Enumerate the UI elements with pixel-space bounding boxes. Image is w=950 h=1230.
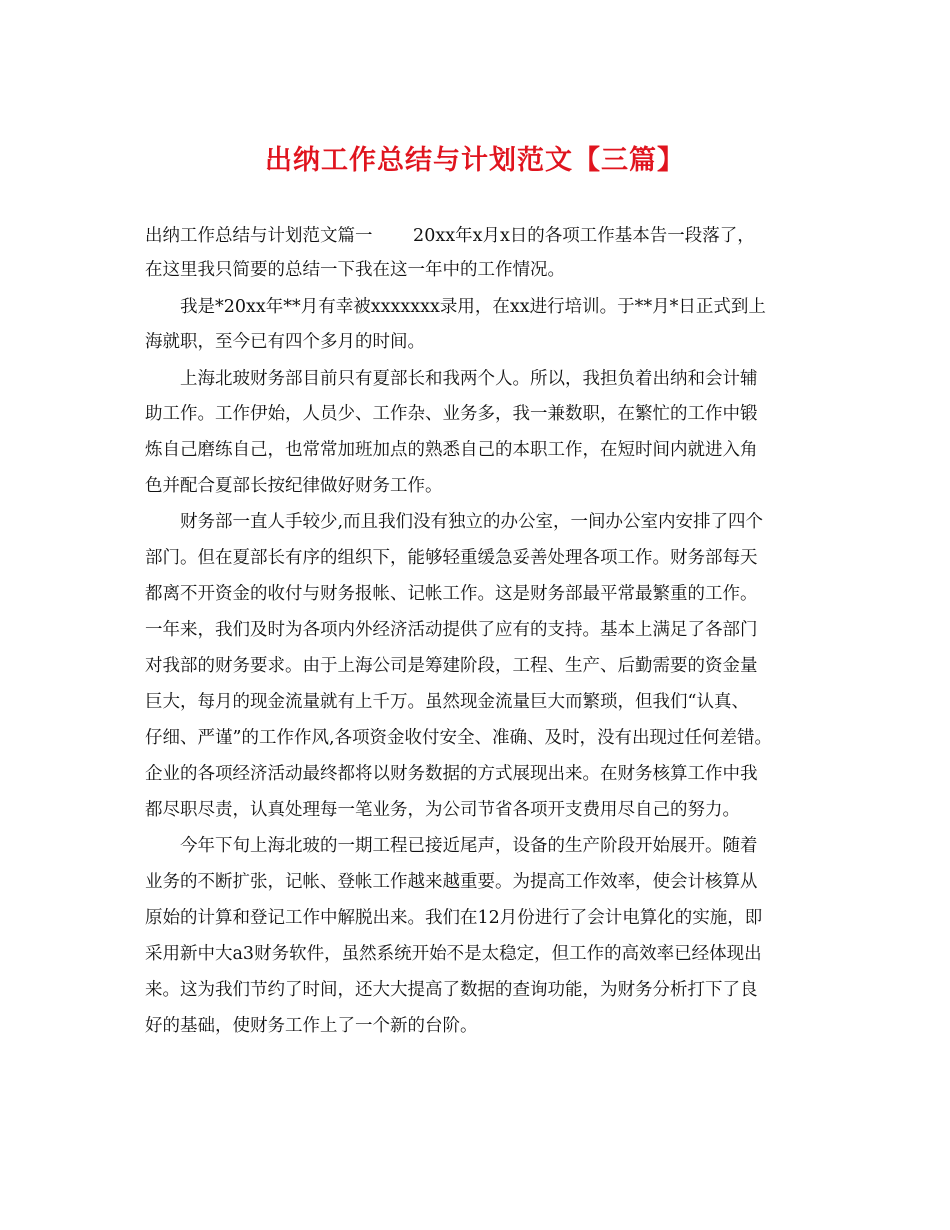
body-line-1: 出纳工作总结与计划范文篇一 20xx年x月x日的各项工作基本告一段落了， xyxy=(145,226,755,246)
body-line-22: 来。这为我们节约了时间，还大大提高了数据的查询功能，为财务分析打下了良 xyxy=(145,980,758,1000)
body-line-16: 企业的各项经济活动最终都将以财务数据的方式展现出来。在财务核算工作中我 xyxy=(145,764,758,784)
body-line-21: 采用新中大a3财务软件，虽然系统开始不是太稳定，但工作的高效率已经体现出 xyxy=(145,944,762,964)
body-line-3: 我是*20xx年**月有幸被xxxxxxx录用，在xx进行培训。于**月*日正式到上 xyxy=(180,297,766,317)
body-line-9: 财务部一直人手较少,而且我们没有独立的办公室，一间办公室内安排了四个 xyxy=(180,512,764,532)
document-title: 出纳工作总结与计划范文【三篇】 xyxy=(265,145,685,176)
body-line-14: 巨大，每月的现金流量就有上千万。虽然现金流量巨大而繁琐，但我们“认真、 xyxy=(145,692,749,712)
body-line-19: 业务的不断扩张，记帐、登帐工作越来越重要。为提高工作效率，使会计核算从 xyxy=(145,872,758,892)
body-line-8: 色并配合夏部长按纪律做好财务工作。 xyxy=(145,476,443,496)
body-line-23: 好的基础，使财务工作上了一个新的台阶。 xyxy=(145,1016,478,1036)
body-line-15: 仔细、严谨”的工作作风,各项资金收付安全、准确、及时，没有出现过任何差错。 xyxy=(145,728,773,748)
body-line-18: 今年下旬上海北玻的一期工程已接近尾声，设备的生产阶段开始展开。随着 xyxy=(180,836,758,856)
body-line-12: 一年来，我们及时为各项内外经济活动提供了应有的支持。基本上满足了各部门 xyxy=(145,620,758,640)
body-line-13: 对我部的财务要求。由于上海公司是筹建阶段，工程、生产、后勤需要的资金量 xyxy=(145,656,758,676)
body-line-17: 都尽职尽责，认真处理每一笔业务，为公司节省各项开支费用尽自己的努力。 xyxy=(145,800,740,820)
body-line-4: 海就职，至今已有四个多月的时间。 xyxy=(145,332,425,352)
body-line-11: 都离不开资金的收付与财务报帐、记帐工作。这是财务部最平常最繁重的工作。 xyxy=(145,584,758,604)
body-line-7: 炼自己磨练自己，也常常加班加点的熟悉自己的本职工作，在短时间内就进入角 xyxy=(145,440,758,460)
body-line-5: 上海北玻财务部目前只有夏部长和我两个人。所以，我担负着出纳和会计辅 xyxy=(180,369,758,389)
body-line-6: 助工作。工作伊始，人员少、工作杂、业务多，我一兼数职，在繁忙的工作中锻 xyxy=(145,404,758,424)
body-line-2: 在这里我只简要的总结一下我在这一年中的工作情况。 xyxy=(145,260,565,280)
body-line-20: 原始的计算和登记工作中解脱出来。我们在12月份进行了会计电算化的实施，即 xyxy=(145,908,763,928)
body-line-10: 部门。但在夏部长有序的组织下，能够轻重缓急妥善处理各项工作。财务部每天 xyxy=(145,548,758,568)
